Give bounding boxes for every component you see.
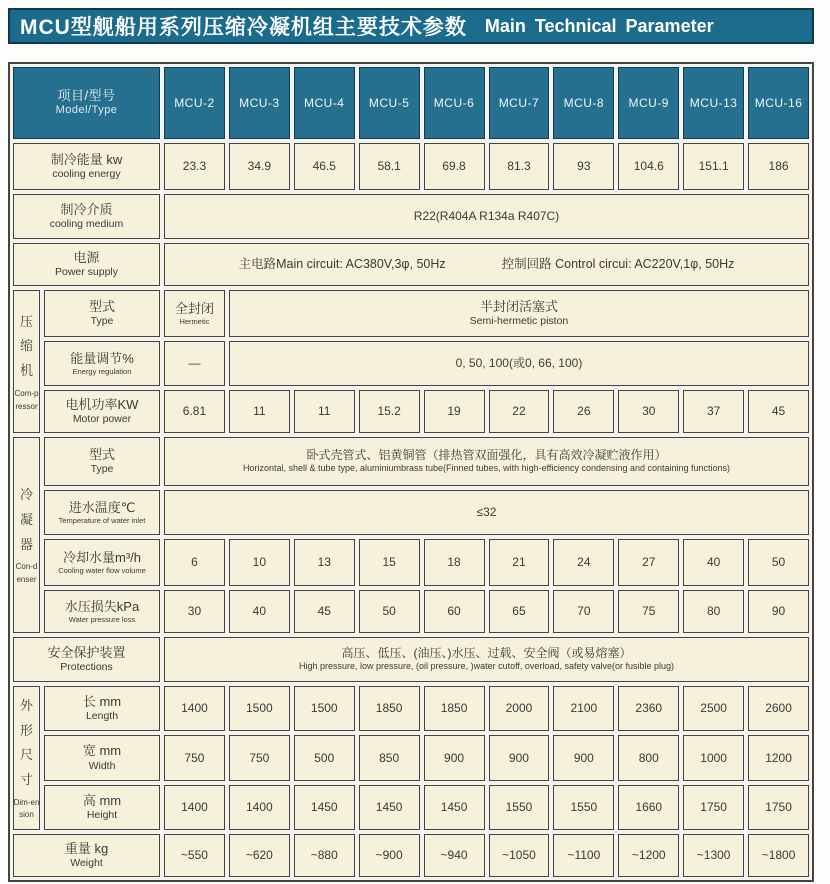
value-cell: 18: [424, 539, 485, 586]
value-cell: ~1800: [748, 834, 809, 877]
value-cell: 26: [553, 390, 614, 433]
value-cell: ~880: [294, 834, 355, 877]
header-model: MCU-6: [424, 67, 485, 139]
label-en: cooling medium: [49, 218, 124, 231]
value-cell: ~1300: [683, 834, 744, 877]
value-cell: 10: [229, 539, 290, 586]
value-cell: 30: [618, 390, 679, 433]
header-label-zh: 项目/型号: [57, 88, 116, 103]
value-cell: 1750: [748, 785, 809, 830]
value-cell: 30: [164, 590, 225, 633]
label-en: Temperature of water inlet: [58, 515, 146, 525]
header-model: MCU-9: [618, 67, 679, 139]
label-zh: 型式: [88, 298, 115, 314]
row-label-cooling-water-flow: [44, 539, 160, 586]
label-en: cooling energy: [52, 168, 121, 181]
value-cell: 40: [683, 539, 744, 586]
header-model: MCU-7: [489, 67, 550, 139]
value-cell: 1400: [229, 785, 290, 830]
value-cell: 65: [489, 590, 550, 633]
value-zh: 高压、低压、(油压、)水压、过载、安全阀（或易熔塞）: [341, 646, 632, 661]
value-zh: 半封闭活塞式: [479, 298, 558, 314]
parameters-table: [8, 62, 814, 882]
value-cell: 1550: [489, 785, 550, 830]
value-cell: 750: [229, 735, 290, 781]
label-zh: 电源: [73, 249, 100, 265]
header-model: MCU-13: [683, 67, 744, 139]
value-cell: 22: [489, 390, 550, 433]
label-zh: 重量 kg: [64, 840, 109, 856]
value-cell: 34.9: [229, 143, 290, 190]
value-cell: 40: [229, 590, 290, 633]
label-zh: 水压损失kPa: [64, 598, 140, 614]
value-cell: 151.1: [683, 143, 744, 190]
row-label-cooling-energy: [13, 143, 160, 190]
value-cell: 69.8: [424, 143, 485, 190]
row-label-cooling-medium: [13, 194, 160, 239]
energy-regulation-first: —: [164, 341, 225, 386]
label-en: Height: [86, 809, 118, 822]
water-inlet-temp-value: ≤32: [164, 490, 809, 535]
group-zh: 冷凝器: [19, 487, 33, 552]
row-label-width: [44, 735, 160, 781]
value-cell: 850: [359, 735, 420, 781]
label-en: Protections: [60, 661, 113, 674]
value-cell: 2100: [553, 686, 614, 731]
value-cell: 1200: [748, 735, 809, 781]
value-cell: 11: [229, 390, 290, 433]
power-supply-main: 主电路Main circuit: AC380V,3φ, 50Hz: [238, 256, 446, 271]
label-en: Length: [85, 710, 119, 723]
label-zh: 制冷能量 kw: [50, 151, 123, 167]
value-cell: 46.5: [294, 143, 355, 190]
value-en: Semi-hermetic piston: [469, 315, 569, 328]
label-en: Motor power: [72, 413, 132, 426]
value-cell: 13: [294, 539, 355, 586]
value-cell: 75: [618, 590, 679, 633]
label-zh: 长 mm: [82, 693, 122, 709]
value-cell: ~940: [424, 834, 485, 877]
group-label-dimension: [13, 686, 40, 830]
value-cell: 45: [748, 390, 809, 433]
value-cell: 1550: [553, 785, 614, 830]
label-en: Width: [88, 759, 116, 772]
value-cell: 900: [424, 735, 485, 781]
value-cell: ~550: [164, 834, 225, 877]
row-label-height: [44, 785, 160, 830]
value-zh: 卧式壳管式、铝黄铜管（排热管双面强化，具有高效冷凝贮液作用）: [306, 448, 667, 463]
value-cell: 1450: [294, 785, 355, 830]
header-model: MCU-4: [294, 67, 355, 139]
value-cell: 6: [164, 539, 225, 586]
value-cell: 60: [424, 590, 485, 633]
group-label-condenser: [13, 437, 40, 633]
group-en: Con-denser: [15, 562, 38, 585]
value-cell: 1400: [164, 686, 225, 731]
value-en: High pressure, low pressure, (oil pressure, )water cutoff, overload, safety valve(or fusible plug): [299, 661, 674, 672]
label-zh: 高 mm: [82, 792, 122, 808]
value-cell: 1850: [424, 686, 485, 731]
header-model: MCU-16: [748, 67, 809, 139]
header-model: MCU-5: [359, 67, 420, 139]
value-cell: 19: [424, 390, 485, 433]
label-en: Water pressure loss: [68, 614, 136, 624]
protections-value: [164, 637, 809, 682]
compressor-type-semi-hermetic: [229, 290, 809, 337]
group-zh: 外形尺寸: [19, 697, 33, 787]
group-zh: 压缩机: [19, 313, 33, 379]
value-cell: 1750: [683, 785, 744, 830]
value-cell: 1500: [229, 686, 290, 731]
title-bar: [8, 8, 814, 44]
value-en: Horizontal, shell & tube type, aluminiumbrass tube(Finned tubes, with high-efficiency condensing and containing functions): [242, 463, 731, 474]
value-cell: 186: [748, 143, 809, 190]
label-zh: 型式: [88, 446, 115, 462]
value-cell: 1660: [618, 785, 679, 830]
value-en: Hermetic: [179, 316, 210, 326]
row-label-condenser-type: [44, 437, 160, 486]
row-label-water-inlet-temp: [44, 490, 160, 535]
header-label-en: Model/Type: [55, 104, 118, 117]
value-cell: 1000: [683, 735, 744, 781]
label-zh: 制冷介质: [60, 201, 113, 217]
row-label-length: [44, 686, 160, 731]
value-cell: 750: [164, 735, 225, 781]
label-en: Cooling water flow volume: [58, 565, 146, 575]
value-cell: 500: [294, 735, 355, 781]
value-cell: 900: [489, 735, 550, 781]
value-cell: 37: [683, 390, 744, 433]
label-en: Power supply: [54, 266, 119, 279]
value-cell: 1400: [164, 785, 225, 830]
value-cell: ~1050: [489, 834, 550, 877]
value-cell: 1850: [359, 686, 420, 731]
group-en: Com-pressor: [14, 388, 39, 411]
value-cell: 21: [489, 539, 550, 586]
header-model: MCU-2: [164, 67, 225, 139]
value-cell: 800: [618, 735, 679, 781]
row-label-weight: [13, 834, 160, 877]
value-cell: 27: [618, 539, 679, 586]
value-cell: 23.3: [164, 143, 225, 190]
value-cell: 15: [359, 539, 420, 586]
value-cell: 45: [294, 590, 355, 633]
label-zh: 冷却水量m³/h: [62, 549, 141, 565]
group-en: Dim-ension: [13, 797, 40, 820]
power-supply-value: [164, 243, 809, 286]
value-cell: 2000: [489, 686, 550, 731]
value-cell: 2600: [748, 686, 809, 731]
label-en: Energy regulation: [72, 366, 132, 376]
label-zh: 进水温度℃: [68, 499, 136, 515]
value-cell: 15.2: [359, 390, 420, 433]
value-cell: 6.81: [164, 390, 225, 433]
value-cell: 2360: [618, 686, 679, 731]
value-cell: 104.6: [618, 143, 679, 190]
label-en: Type: [90, 463, 114, 476]
value-cell: 50: [748, 539, 809, 586]
value-cell: 70: [553, 590, 614, 633]
label-zh: 电机功率KW: [65, 396, 139, 412]
label-zh: 宽 mm: [82, 743, 122, 759]
value-cell: 2500: [683, 686, 744, 731]
value-cell: 81.3: [489, 143, 550, 190]
row-label-water-pressure-loss: [44, 590, 160, 633]
label-zh: 安全保护装置: [47, 644, 126, 660]
condenser-type-value: [164, 437, 809, 486]
compressor-type-hermetic: [164, 290, 225, 337]
value-cell: 93: [553, 143, 614, 190]
row-label-protections: [13, 637, 160, 682]
value-cell: ~1200: [618, 834, 679, 877]
row-label-motor-power: [44, 390, 160, 433]
row-label-compressor-type: [44, 290, 160, 337]
value-cell: 1450: [424, 785, 485, 830]
page-title-en: Main Technical Parameter: [484, 15, 714, 36]
label-zh: 能量调节%: [70, 350, 134, 366]
cooling-medium-value: R22(R404A R134a R407C): [164, 194, 809, 239]
header-model: MCU-8: [553, 67, 614, 139]
value-cell: 11: [294, 390, 355, 433]
row-label-power-supply: [13, 243, 160, 286]
value-cell: 58.1: [359, 143, 420, 190]
value-cell: 80: [683, 590, 744, 633]
energy-regulation-rest: 0, 50, 100(或0, 66, 100): [229, 341, 809, 386]
value-cell: 50: [359, 590, 420, 633]
value-cell: 24: [553, 539, 614, 586]
value-cell: 1500: [294, 686, 355, 731]
power-supply-control: 控制回路 Control circui: AC220V,1φ, 50Hz: [501, 256, 735, 271]
value-cell: ~1100: [553, 834, 614, 877]
value-cell: 1450: [359, 785, 420, 830]
value-cell: 90: [748, 590, 809, 633]
row-label-energy-regulation: [44, 341, 160, 386]
label-en: Type: [90, 315, 114, 328]
header-model-type: [13, 67, 160, 139]
header-model: MCU-3: [229, 67, 290, 139]
value-zh: 全封闭: [174, 300, 214, 316]
label-en: Weight: [70, 857, 103, 870]
value-cell: 900: [553, 735, 614, 781]
value-cell: ~620: [229, 834, 290, 877]
value-cell: ~900: [359, 834, 420, 877]
group-label-compressor: [13, 290, 40, 433]
page-title-zh: MCU型舰船用系列压缩冷凝机组主要技术参数: [20, 16, 467, 39]
